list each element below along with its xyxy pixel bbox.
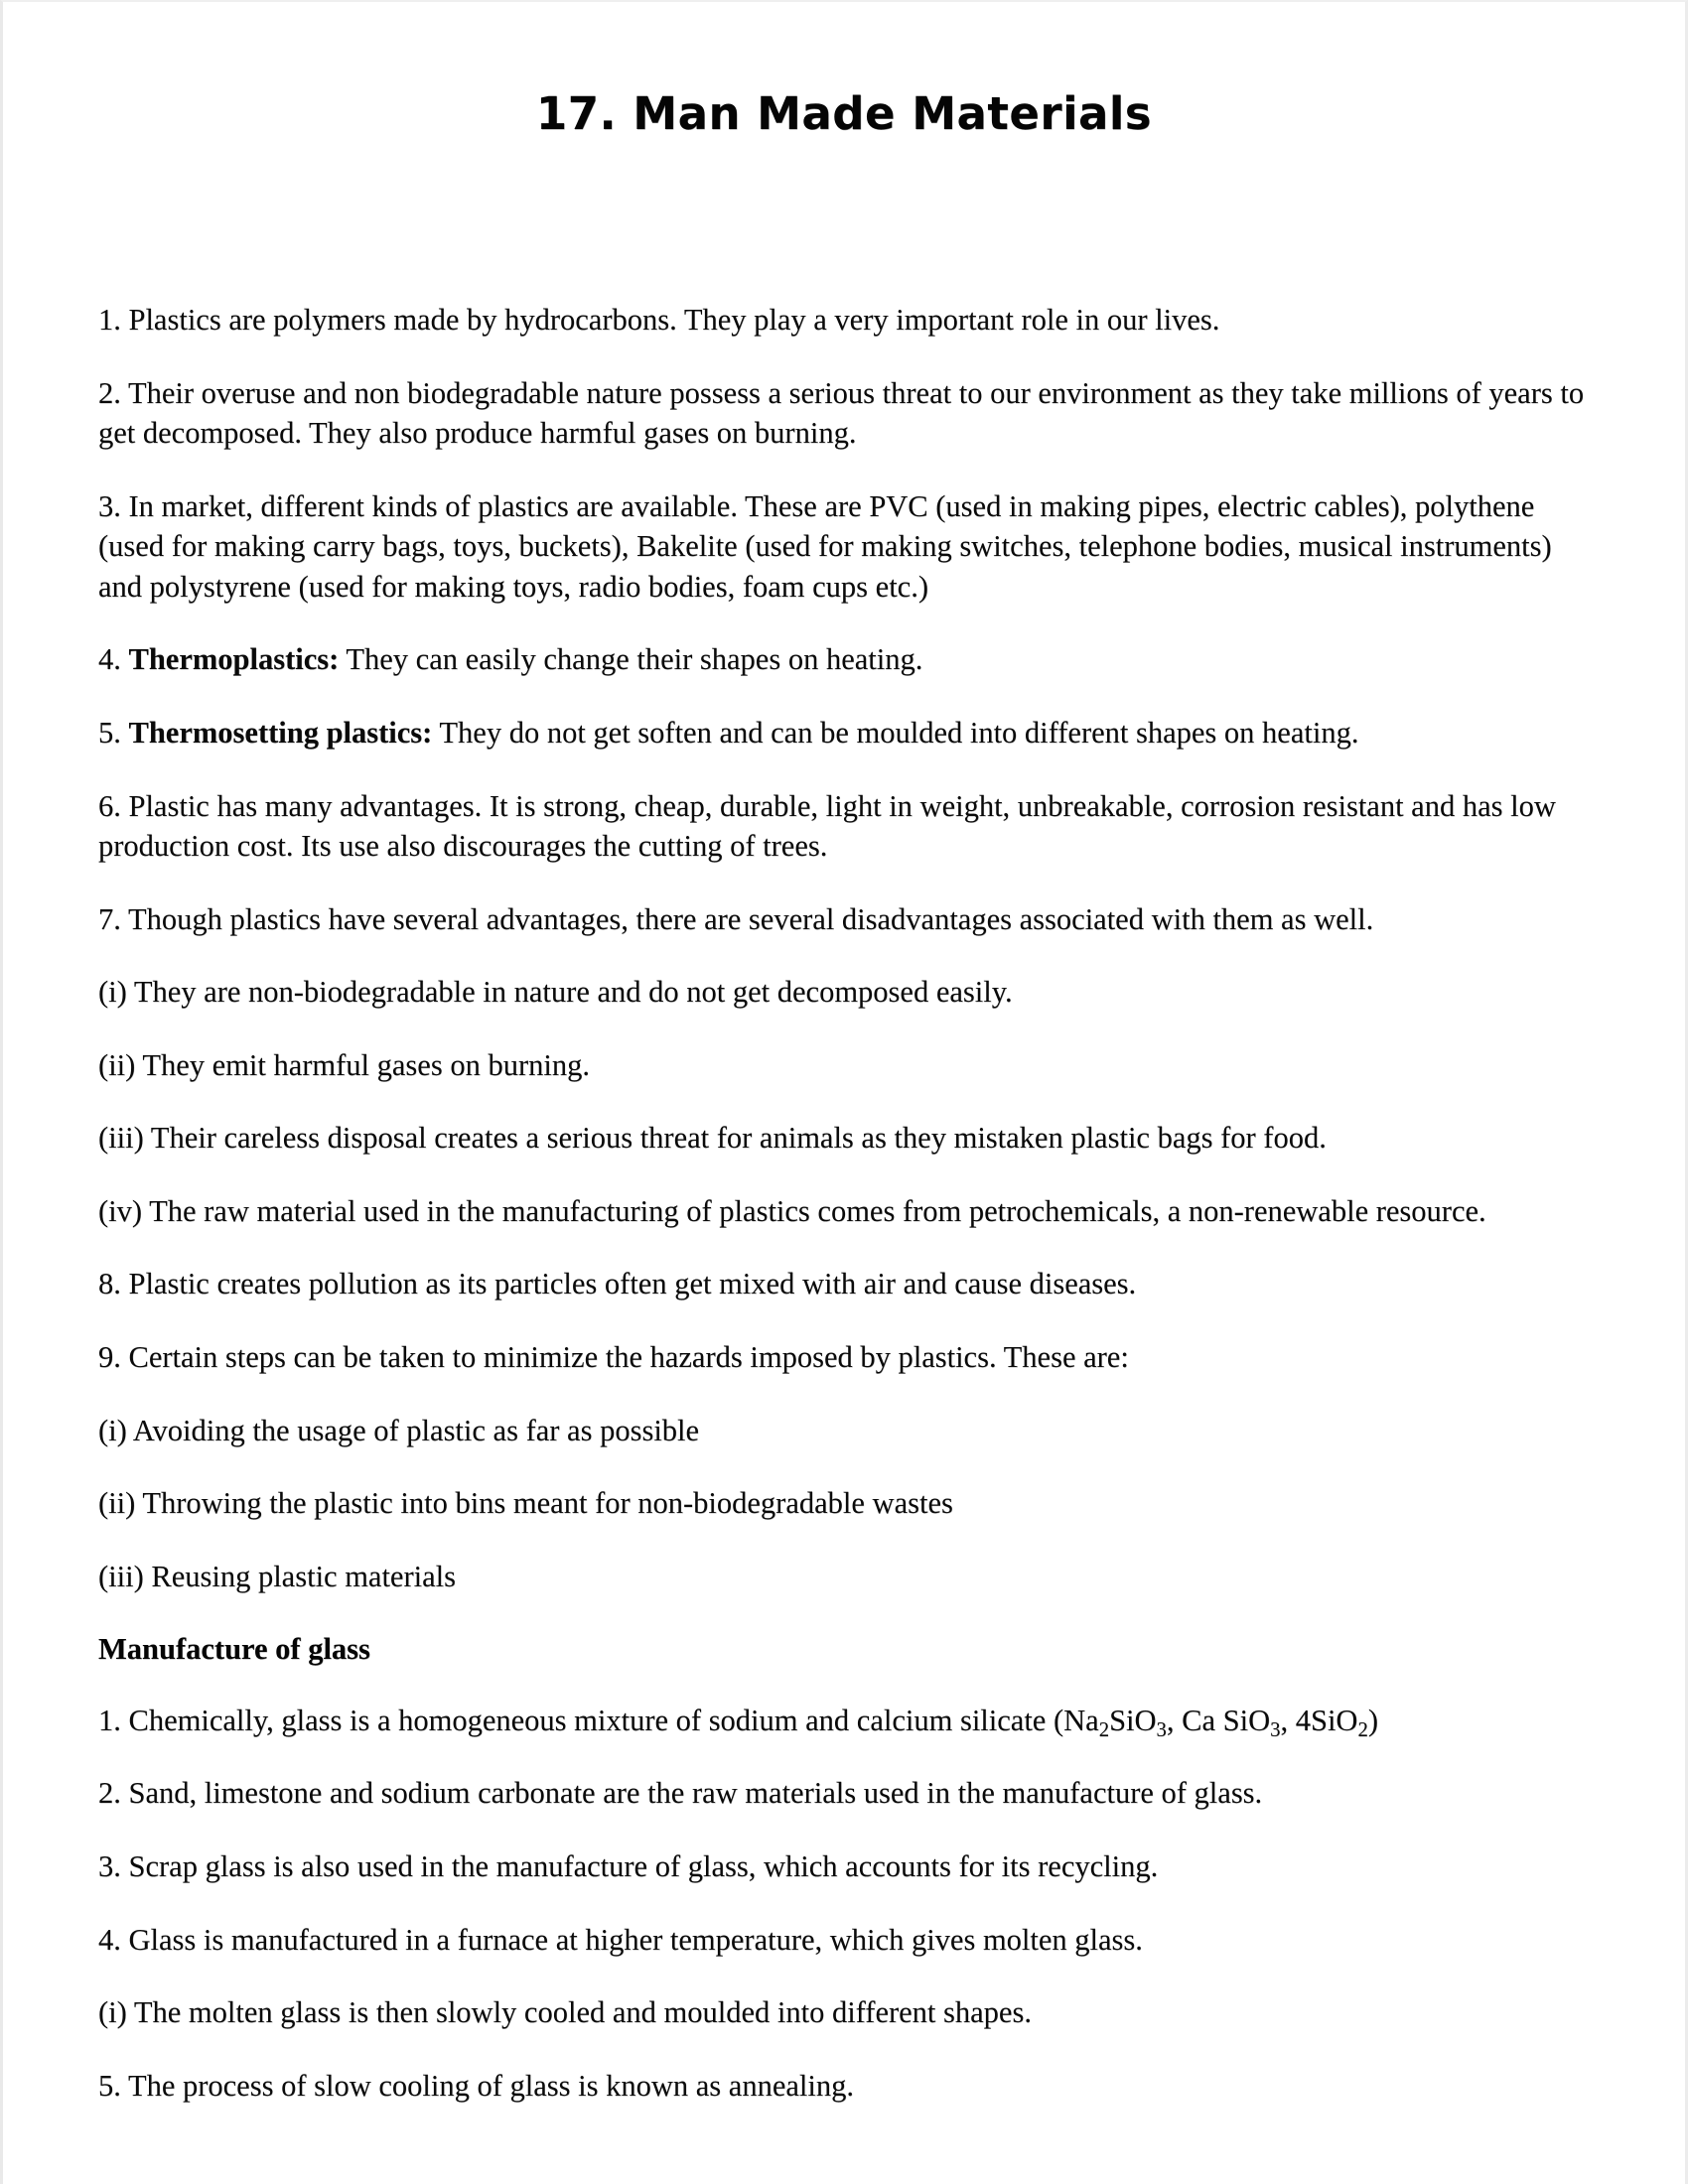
paragraph-2: 2. Their overuse and non biodegradable nature possess a serious threat to our environment as they take millions of years to get decomposed. They also produce harmful gases on burning. xyxy=(98,375,1585,451)
paragraph-7-item-ii: (ii) They emit harmful gases on burning. xyxy=(98,1047,590,1082)
glass-paragraph-1 xyxy=(98,1701,1600,1741)
paragraph-9-item-i: (i) Avoiding the usage of plastic as far as possible xyxy=(98,1413,700,1447)
glass-paragraph-1-mid1: SiO xyxy=(1109,1703,1157,1737)
paragraph-1: 1. Plastics are polymers made by hydrocarbons. They play a very important role in our lives. xyxy=(98,303,1220,337)
paragraph-7-item-i: (i) They are non-biodegradable in nature and do not get decomposed easily. xyxy=(98,975,1013,1010)
glass-paragraph-2: 2. Sand, limestone and sodium carbonate are the raw materials used in the manufacture of glass. xyxy=(98,1776,1263,1811)
paragraph-9-item-iii: (iii) Reusing plastic materials xyxy=(98,1559,456,1593)
paragraph-4-thermoplastics xyxy=(98,639,1600,680)
paragraph-7-item-iv: (iv) The raw material used in the manufacturing of plastics comes from petrochemicals, a non-renewable resource. xyxy=(98,1193,1486,1228)
page-title: 17. Man Made Materials xyxy=(535,87,1153,140)
glass-paragraph-4-item-i: (i) The molten glass is then slowly cooled and moulded into different shapes. xyxy=(98,1995,1032,2030)
paragraph-5-term: Thermosetting plastics: xyxy=(128,715,433,750)
paragraph-4-text: They can easily change their shapes on heating. xyxy=(339,642,923,677)
glass-paragraph-1-mid3: , 4SiO xyxy=(1280,1703,1358,1737)
paragraph-8: 8. Plastic creates pollution as its particles often get mixed with air and cause diseases. xyxy=(98,1267,1137,1301)
paragraph-7-item-iii: (iii) Their careless disposal creates a serious threat for animals as they mistaken plastic bags for food. xyxy=(98,1121,1327,1156)
paragraph-7: 7. Though plastics have several advantages, there are several disadvantages associated with them as well. xyxy=(98,901,1374,936)
paragraph-3: 3. In market, different kinds of plastics are available. These are PVC (used in making pipes, electric cables), polythene (used for making carry bags, toys, buckets), Bakelite (used for making switches, telephone bodies, musical instruments) and polystyrene (used for making toys, radio bodies, foam cups etc.) xyxy=(98,488,1552,604)
document-body xyxy=(98,300,1600,2138)
glass-paragraph-1-mid2: , Ca SiO xyxy=(1166,1703,1271,1737)
paragraph-5-thermosetting-plastics xyxy=(98,713,1600,753)
paragraph-4-term: Thermoplastics: xyxy=(128,642,340,677)
paragraph-9: 9. Certain steps can be taken to minimize the hazards imposed by plastics. These are: xyxy=(98,1340,1129,1374)
paragraph-6: 6. Plastic has many advantages. It is strong, cheap, durable, light in weight, unbreakable, corrosion resistant and has low production cost. Its use also discourages the cutting of trees. xyxy=(98,788,1556,864)
glass-paragraph-1-prefix: 1. Chemically, glass is a homogeneous mixture of sodium and calcium silicate (Na xyxy=(98,1703,1099,1737)
formula-subscript-o2: 2 xyxy=(1357,1719,1368,1742)
glass-paragraph-3: 3. Scrap glass is also used in the manufacture of glass, which accounts for its recycling. xyxy=(98,1848,1159,1883)
glass-paragraph-5: 5. The process of slow cooling of glass is known as annealing. xyxy=(98,2068,854,2103)
glass-paragraph-4: 4. Glass is manufactured in a furnace at higher temperature, which gives molten glass. xyxy=(98,1922,1143,1957)
glass-paragraph-1-suffix: ) xyxy=(1367,1703,1379,1737)
paragraph-5-text: They do not get soften and can be moulded into different shapes on heating. xyxy=(432,715,1359,750)
formula-subscript-o3-second: 3 xyxy=(1270,1719,1281,1742)
paragraph-4-number: 4. xyxy=(98,642,121,677)
section-heading-manufacture-of-glass: Manufacture of glass xyxy=(98,1632,370,1667)
paragraph-9-item-ii: (ii) Throwing the plastic into bins meant for non-biodegradable wastes xyxy=(98,1486,953,1521)
formula-subscript-na2: 2 xyxy=(1098,1719,1110,1742)
formula-subscript-o3-first: 3 xyxy=(1156,1719,1167,1742)
paragraph-5-number: 5. xyxy=(98,715,121,750)
